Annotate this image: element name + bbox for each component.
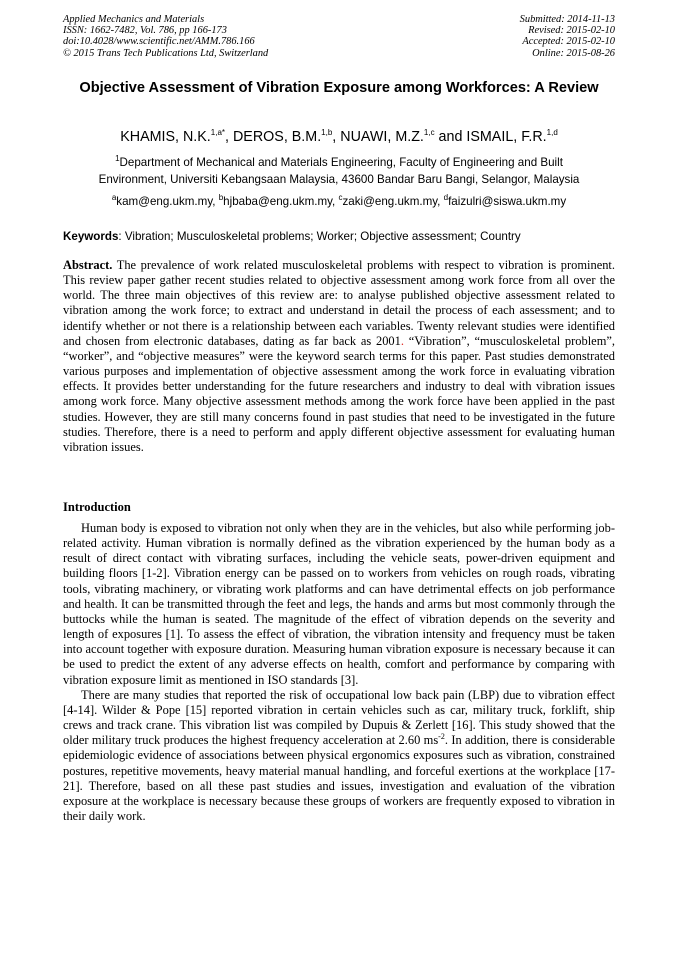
affiliation-mark: 1 [115,154,120,164]
paragraph-text-continued: . In addition, there is considerable epidemiologic evidence of associations between physical ergonomics exposures such as vibration, constrained postures, repetitive movements, heavy material manual handling, and forceful exertions at the workplace [17-21]. Therefore, based on all these past studies and issues, investigation and evaluation of the vibration exposure at the workplace is necessary because these groups of workers are frequently exposed to vibration in their daily work. [63,733,615,823]
submitted-date: Submitted: 2014-11-13 [519,14,615,25]
issn-line: ISSN: 1662-7482, Vol. 786, pp 166-173 [63,25,227,37]
email-link[interactable]: hjbaba@eng.ukm.my [223,195,333,208]
email-mark: b [218,193,224,203]
copyright-line: © 2015 Trans Tech Publications Ltd, Switzerland [63,47,269,59]
journal-header-left [63,14,268,59]
abstract-text-continued: “Vibration”, “musculoskeletal problem”, “worker”, and “objective measures” were the keyword search terms for this paper. Past studies demonstrated various purposes and implementation of objective assessment among the work force in evaluating vibration effects. It provides better understanding for the future researchers and industry to deal with vibration issues among work force. Many objective assessment methods among the work force have been applied in the past studies. However, they are still many concerns found in past studies that need to be investigated in the future studies. Therefore, there is a need to perform and apply different objective assessment for evaluating human vibration issues. [63,333,615,454]
abstract-label: Abstract. [63,258,113,272]
keywords-label: Keywords [63,230,119,243]
author-name: NUAWI, M.Z. [340,129,424,145]
email-separator: , [437,195,444,208]
email-link[interactable]: faizulri@siswa.ukm.my [448,195,567,208]
author-name: KHAMIS, N.K. [120,129,211,145]
author-emails [63,194,615,209]
email-link[interactable]: zaki@eng.ukm.my [342,195,438,208]
section-heading-introduction: Introduction [63,500,131,514]
email-mark: c [338,193,343,203]
accepted-date: Accepted: 2015-02-10 [522,36,615,48]
paragraph-text: There are many studies that reported the risk of occupational low back pain (LBP) due to vibration effect [4-14]. Wilder & Pope [15] reported vibration in certain vehicles such as car, military truck, forklift, ship crews and track crane. This vibration list was compiled by Dupuis & Zerlett [16]. This study showed that the older military truck produces the highest frequency acceleration at 2.60 ms [63,687,615,748]
author-affiliation-mark: 1,a* [210,128,226,138]
author-list [63,128,615,146]
author-affiliation-mark: 1,b [321,128,333,138]
journal-header-right [520,14,615,59]
affiliation-line-1: Department of Mechanical and Materials Engineering, Faculty of Engineering and Built [119,156,563,169]
email-mark: d [443,193,449,203]
doi-line: doi:10.4028/www.scientific.net/AMM.786.166 [63,36,255,48]
email-separator: , [332,195,339,208]
journal-name: Applied Mechanics and Materials [63,14,205,25]
author-affiliation-mark: 1,c [423,128,435,138]
revised-date: Revised: 2015-02-10 [528,25,615,37]
author-separator: , [332,129,341,145]
keywords [63,229,615,244]
author-separator: , [225,129,233,145]
introduction-body [63,521,615,824]
red-period-mark: . [400,333,404,348]
affiliation-line-2: Environment, Universiti Kebangsaan Malaysia, 43600 Bandar Baru Bangi, Selangor, Malaysia [98,172,580,186]
author-name: DEROS, B.M. [232,129,322,145]
author-separator: and [434,129,467,145]
paragraph [63,688,615,824]
author-affiliation-mark: 1,d [546,128,558,138]
affiliation [63,155,615,188]
email-separator: , [212,195,219,208]
keywords-text: : Vibration; Musculoskeletal problems; Worker; Objective assessment; Country [118,230,521,243]
email-link[interactable]: kam@eng.ukm.my [116,195,213,208]
online-date: Online: 2015-08-26 [532,47,615,59]
author-name: ISMAIL, F.R. [466,129,547,145]
unit-exponent: -2 [438,732,445,742]
abstract-text: The prevalence of work related musculoskeletal problems with respect to vibration is prominent. This review paper gather recent studies related to objective assessment among work force from all over the world. The three main objectives of this review are: to analyse published objective assessment related to vibration among the work force; to extract and understand in detail the process of each assessment; and to identify whether or not there is a relationship between each variables. Twenty relevant studies were identified and chosen from electronic databases, dating as far back as 2001 [63,258,615,348]
abstract [63,258,615,455]
paragraph: Human body is exposed to vibration not only when they are in the vehicles, but also while performing job-related activity. Human vibration is normally defined as the vibration experienced by the human body as a result of direct contact with vibrating surfaces, including the vehicle seats, power-driven equipment and building floors [1-2]. Vibration energy can be passed on to workers from vehicles on rough roads, vibrating tools, vibrating machinery, or vibrating work platforms and can have detrimental effects on job performance and health. It can be transmitted through the feet and legs, the hands and arms but most commonly through the buttocks while the human is seated. The magnitude of the effect of vibration depends on the severity and length of exposures [1]. To assess the effect of vibration, the vibration intensity and frequency must be taken into account together with exposure duration. Measuring human vibration exposure is necessary because it can be used to predict the extent of any adverse effects on health, comfort and performance by comparing with vibration exposure limit as mentioned in ISO standards [3]. [63,521,615,687]
paper-title: Objective Assessment of Vibration Exposure among Workforces: A Review [79,80,599,96]
email-mark: a [111,193,117,203]
